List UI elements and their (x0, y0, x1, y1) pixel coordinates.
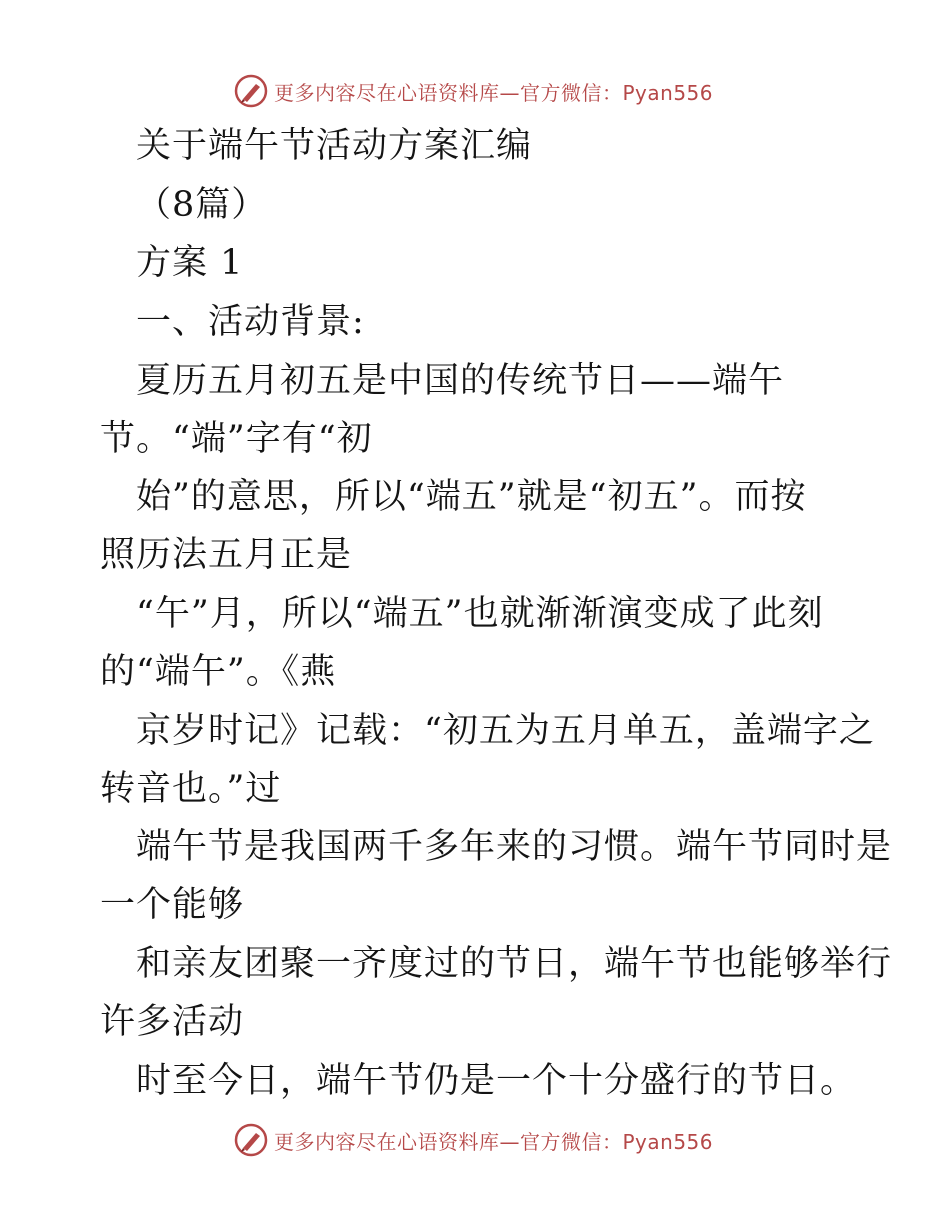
paragraph-line: “午”月，所以“端五”也就渐渐演变成了此刻 (136, 594, 824, 634)
paragraph-line: 始”的意思，所以“端五”就是“初五”。而按 (136, 477, 807, 517)
section-heading: 方案 1 (136, 243, 244, 283)
pen-logo-icon (234, 1123, 268, 1157)
watermark-banner-bottom (234, 1122, 734, 1158)
paragraph-line: 转音也。”过 (100, 769, 282, 809)
watermark-text: 更多内容尽在心语资料库—官方微信：Pyan556 (274, 80, 714, 105)
doc-subtitle: （8篇） (136, 185, 268, 225)
watermark-text: 更多内容尽在心语资料库—官方微信：Pyan556 (274, 1129, 714, 1154)
paragraph-line: 的“端午”。《燕 (100, 652, 337, 692)
paragraph-line: 许多活动 (100, 1002, 245, 1042)
paragraph-line: 和亲友团聚一齐度过的节日，端午节也能够举行 (136, 944, 893, 984)
paragraph-line: 端午节是我国两千多年来的习惯。端午节同时是 (136, 827, 893, 867)
doc-title: 关于端午节活动方案汇编 (136, 126, 533, 166)
paragraph-line: 夏历五月初五是中国的传统节日——端午 (136, 361, 785, 401)
pen-logo-icon (234, 74, 268, 108)
paragraph-line: 时至今日，端午节仍是一个十分盛行的节日。 (136, 1061, 857, 1101)
paragraph-line: 照历法五月正是 (100, 535, 353, 575)
paragraph-line: 京岁时记》记载：“初五为五月单五，盖端字之 (136, 711, 875, 751)
watermark-banner-top (234, 73, 734, 109)
subsection-heading: 一、活动背景: (136, 302, 365, 342)
paragraph-line: 节。“端”字有“初 (100, 419, 373, 459)
paragraph-line: 一个能够 (100, 885, 245, 925)
